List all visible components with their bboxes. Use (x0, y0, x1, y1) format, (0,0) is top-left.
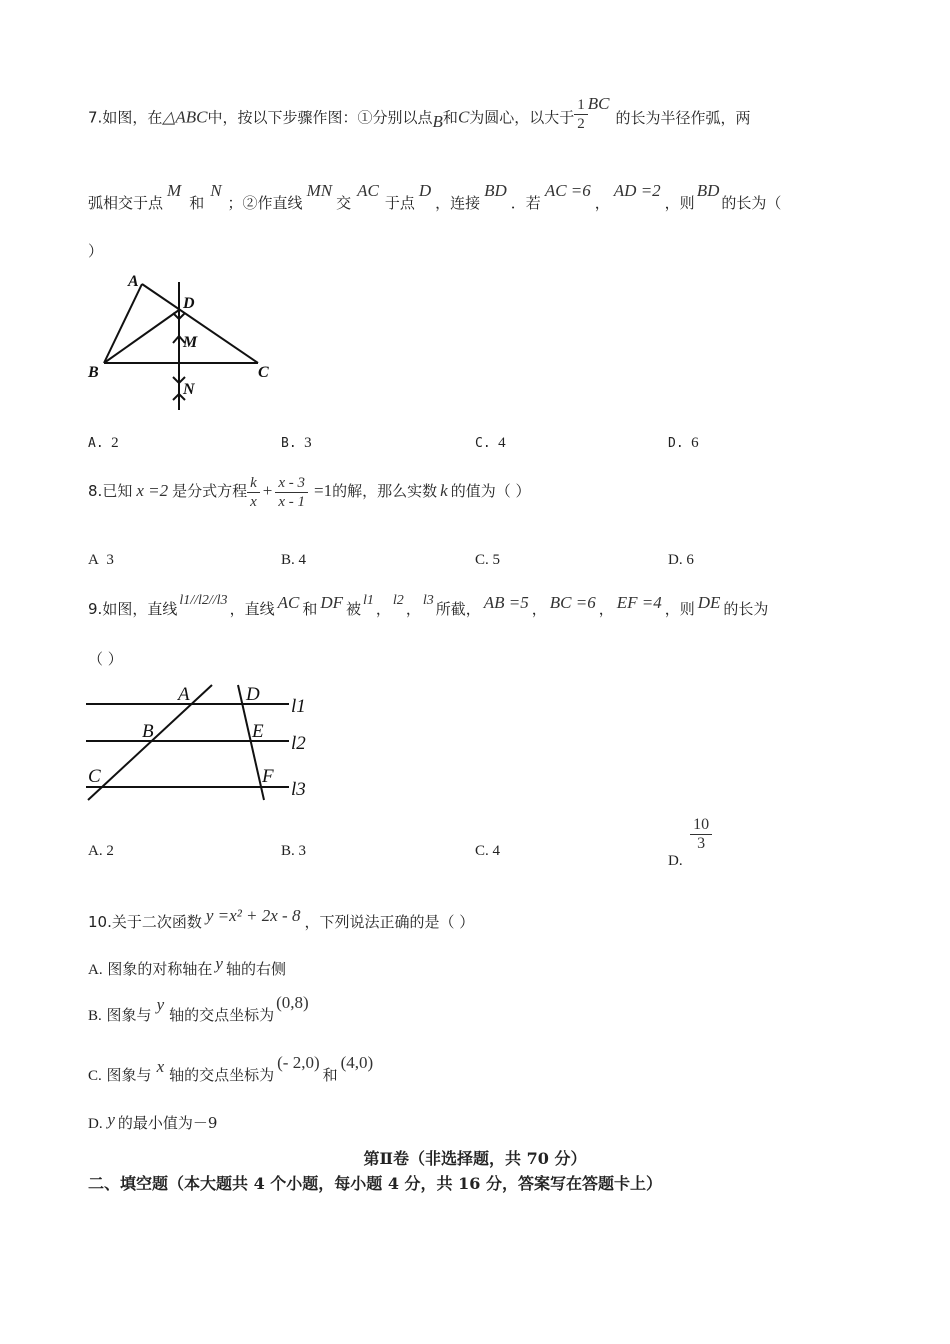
q7-math: BC (587, 93, 610, 113)
q9-math: DE (697, 593, 721, 612)
q7-figure (84, 270, 284, 420)
q7-math: D (418, 181, 432, 200)
q7-line2 (88, 181, 782, 220)
q9-line-ac (88, 685, 212, 800)
q7-text: 交 (336, 194, 352, 212)
q7-segment-bd (104, 310, 179, 363)
q9-math: l1 (363, 593, 374, 608)
q9-label-c: C (88, 766, 101, 787)
q7-label-m: M (183, 334, 198, 351)
q7-text: 中，按以下步骤作图：①分别以点 (207, 108, 433, 127)
q9-math: BC =6 (549, 593, 596, 612)
q7-line1 (88, 93, 751, 137)
q8-stem (88, 466, 530, 516)
q9-number: 9. (88, 600, 103, 618)
q9-text: 如图，直线 (102, 600, 178, 618)
q10-option-d[interactable]: D. y 的最小值为－9 (88, 1110, 218, 1132)
q10-text: ，下列说法正确的是（ ） (304, 913, 475, 931)
q9-text: ，则 (664, 600, 695, 618)
q7-math: C (457, 107, 470, 127)
q7-number: 7. (88, 108, 103, 127)
q7-label-c: C (258, 364, 269, 381)
q9-text: ， (375, 600, 391, 618)
q7-text: ，连接 (435, 194, 481, 212)
q10-number: 10. (88, 913, 112, 931)
q7-line3: ） (88, 242, 104, 260)
q9-text: 被 (346, 600, 362, 618)
q7-text: ．若 (510, 194, 541, 212)
q9-label-d: D (246, 684, 260, 705)
q9-label-l1: l1 (291, 696, 306, 717)
q8-fraction-1: $\frac{k}{x}$ (247, 474, 260, 511)
q9-text: 的长为 (723, 600, 769, 618)
q7-text: 和 (442, 108, 458, 127)
q9-math: DF (320, 593, 343, 612)
q10-option-c[interactable]: C. 图象与 x 轴的交点坐标为(- 2,0)和(4,0) (88, 1053, 374, 1084)
q8-option-d[interactable]: D. 6 (668, 552, 694, 568)
q7-text: 于点 (384, 194, 415, 212)
q8-option-b[interactable]: B. 4 (281, 552, 307, 568)
q8-math: k (440, 481, 448, 500)
q10-text: 关于二次函数 (111, 913, 202, 931)
q9-label-e: E (252, 721, 264, 742)
q7-label-b: B (88, 364, 99, 381)
q7-text: 为圆心，以大于 (469, 108, 575, 127)
q9-label-l3: l3 (291, 779, 306, 800)
q9-text: ， (531, 600, 547, 618)
q7-option-a[interactable]: A. 2 (88, 435, 119, 451)
q9-text: 和 (302, 600, 318, 618)
q9-math: EF =4 (616, 593, 662, 612)
q7-math: BD (696, 181, 720, 200)
q7-label-d: D (183, 295, 195, 312)
q7-option-c[interactable]: C. 4 (475, 435, 506, 451)
q7-text: 弧相交于点 (88, 194, 164, 212)
q7-label-n: N (183, 381, 195, 398)
q9-option-b[interactable]: B. 3 (281, 843, 307, 859)
q7-math: AD =2 (613, 181, 661, 200)
q7-option-b[interactable]: B. 3 (281, 435, 312, 451)
q7-text: ， (594, 194, 610, 212)
q9-text: ，直线 (229, 600, 275, 618)
q9-label-l2: l2 (291, 733, 306, 754)
q9-option-a[interactable]: A. 2 (88, 843, 114, 859)
q10-option-b[interactable]: B. 图象与y轴的交点坐标为(0,8) (88, 993, 309, 1024)
q7-text: ，则 (664, 194, 695, 212)
q7-segment-ab (104, 284, 142, 363)
q7-text: 如图，在 (102, 108, 163, 127)
q7-math: N (210, 181, 222, 200)
section-2-title: 第Ⅱ卷（非选择题，共 70 分） (363, 1149, 587, 1168)
q10-option-a[interactable]: A. 图象的对称轴在 y 轴的右侧 (88, 954, 286, 978)
q8-math: x =2 (136, 481, 169, 500)
q7-fraction: $\frac{1}{2}$ (574, 96, 588, 133)
q10-math: y =x² + 2x - 8 (205, 906, 301, 925)
q8-number: 8. (88, 482, 103, 500)
q9-text: ， (598, 600, 614, 618)
q9-option-c[interactable]: C. 4 (475, 843, 501, 859)
q7-math: △ABC (162, 107, 208, 127)
q9-text: 所截， (435, 600, 481, 618)
q9-text: ， (405, 600, 421, 618)
q9-math: l1//l2//l3 (179, 593, 228, 608)
q9-line2: （ ） (88, 650, 123, 668)
q8-option-a[interactable]: A 3 (88, 552, 114, 568)
q7-text: 的长为半径作弧，两 (615, 108, 751, 127)
q8-fraction-2: $\frac{x - 3}{x - 1}$ (275, 474, 308, 511)
q8-text: 的值为（ ） (450, 482, 531, 500)
q9-figure (84, 680, 314, 805)
q7-text: 的长为（ (721, 194, 782, 212)
section-2-heading: 二、填空题（本大题共 4 个小题，每小题 4 分，共 16 分，答案写在答题卡上） (88, 1174, 662, 1193)
q7-math: AC (357, 181, 379, 200)
q10-stem (88, 906, 475, 934)
q8-text: 已知 (102, 482, 133, 500)
q9-math: AC (277, 593, 300, 612)
q9-math: l2 (392, 593, 404, 608)
q9-label-f: F (262, 766, 274, 787)
q9-stem (88, 592, 768, 628)
q7-text: 和 (189, 194, 205, 212)
q7-text: ；②作直线 (227, 194, 303, 212)
q9-option-d[interactable]: D. $\frac{10}{3}$ (668, 816, 712, 853)
q8-text: 是分式方程 (172, 482, 248, 500)
q7-math: AC =6 (544, 181, 591, 200)
q7-label-a: A (128, 273, 139, 290)
q9-label-a: A (178, 684, 190, 705)
q8-math: + (262, 481, 273, 500)
q7-math: MN (306, 181, 333, 200)
q9-math: l3 (422, 593, 434, 608)
q9-label-b: B (142, 721, 154, 742)
q8-text: 的解，那么实数 (332, 482, 438, 500)
q7-math: M (167, 181, 182, 200)
q7-math: BD (484, 181, 507, 200)
q8-option-c[interactable]: C. 5 (475, 552, 501, 568)
q9-math: AB =5 (483, 593, 529, 612)
q8-math: =1 (314, 481, 333, 500)
q7-option-d[interactable]: D. 6 (668, 435, 699, 451)
q7-math: B (432, 111, 443, 131)
